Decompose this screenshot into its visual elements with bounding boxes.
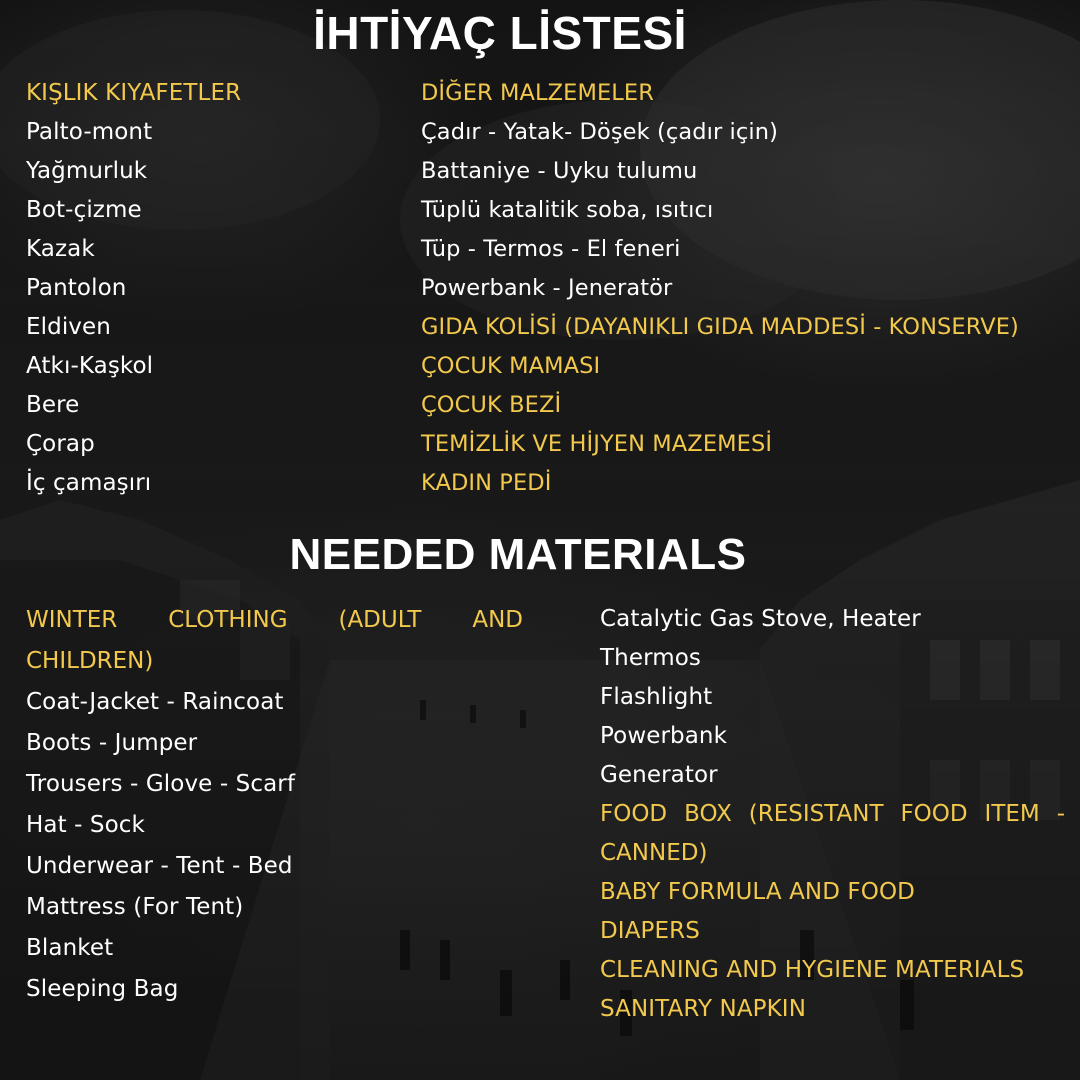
list-item: Çorap (26, 431, 95, 457)
list-item: Flashlight (600, 684, 713, 710)
highlighted-list-item: FOOD BOX (RESISTANT FOOD ITEM - CANNED) (600, 801, 1065, 866)
list-item: Boots - Jumper (26, 730, 198, 756)
highlighted-list-item: GIDA KOLİSİ (DAYANIKLI GIDA MADDESİ - KONSERVE) (421, 314, 1019, 340)
list-item: Tüp - Termos - El feneri (421, 236, 681, 262)
list-item: Catalytic Gas Stove, Heater (600, 606, 921, 632)
english-winter-clothing-column (26, 600, 523, 1010)
english-other-materials-column (600, 600, 1065, 1029)
list-item: Eldiven (26, 314, 111, 340)
highlighted-list-item: ÇOCUK BEZİ (421, 392, 562, 418)
section-heading-other-materials: DİĞER MALZEMELER (421, 80, 654, 106)
highlighted-list-item: CLEANING AND HYGIENE MATERIALS (600, 957, 1025, 983)
list-item: Hat - Sock (26, 812, 145, 838)
list-item: Yağmurluk (26, 158, 148, 184)
list-item: Mattress (For Tent) (26, 894, 244, 920)
english-title: NEEDED MATERIALS (289, 530, 747, 579)
highlighted-list-item: TEMİZLİK VE HİJYEN MAZEMESİ (421, 431, 773, 457)
list-item: Tüplü katalitik soba, ısıtıcı (421, 197, 714, 223)
turkish-other-materials-column (421, 74, 1071, 503)
list-item: İç çamaşırı (26, 470, 152, 496)
highlighted-list-item: DIAPERS (600, 918, 700, 944)
list-item: Palto-mont (26, 119, 153, 145)
list-item: Generator (600, 762, 718, 788)
list-item: Sleeping Bag (26, 976, 179, 1002)
list-item: Trousers - Glove - Scarf (26, 771, 296, 797)
list-item: Thermos (600, 645, 701, 671)
list-item: Powerbank (600, 723, 728, 749)
highlighted-list-item: KADIN PEDİ (421, 470, 552, 496)
highlighted-list-item: SANITARY NAPKIN (600, 996, 806, 1022)
list-item: Çadır - Yatak- Döşek (çadır için) (421, 119, 778, 145)
list-item: Pantolon (26, 275, 127, 301)
section-heading-winter-clothing: WINTER CLOTHING (ADULT AND CHILDREN) (26, 607, 523, 674)
section-heading-winter-clothes: KIŞLIK KIYAFETLER (26, 80, 242, 106)
list-item: Powerbank - Jeneratör (421, 275, 673, 301)
list-item: Bot-çizme (26, 197, 142, 223)
highlighted-list-item: BABY FORMULA AND FOOD (600, 879, 915, 905)
highlighted-list-item: ÇOCUK MAMASI (421, 353, 601, 379)
list-item: Kazak (26, 236, 95, 262)
turkish-winter-clothing-column (26, 74, 406, 503)
list-item: Atkı-Kaşkol (26, 353, 154, 379)
list-item: Underwear - Tent - Bed (26, 853, 293, 879)
list-item: Bere (26, 392, 80, 418)
list-item: Blanket (26, 935, 114, 961)
list-item: Battaniye - Uyku tulumu (421, 158, 698, 184)
list-item: Coat-Jacket - Raincoat (26, 689, 284, 715)
turkish-title: İHTİYAÇ LİSTESİ (313, 7, 687, 59)
